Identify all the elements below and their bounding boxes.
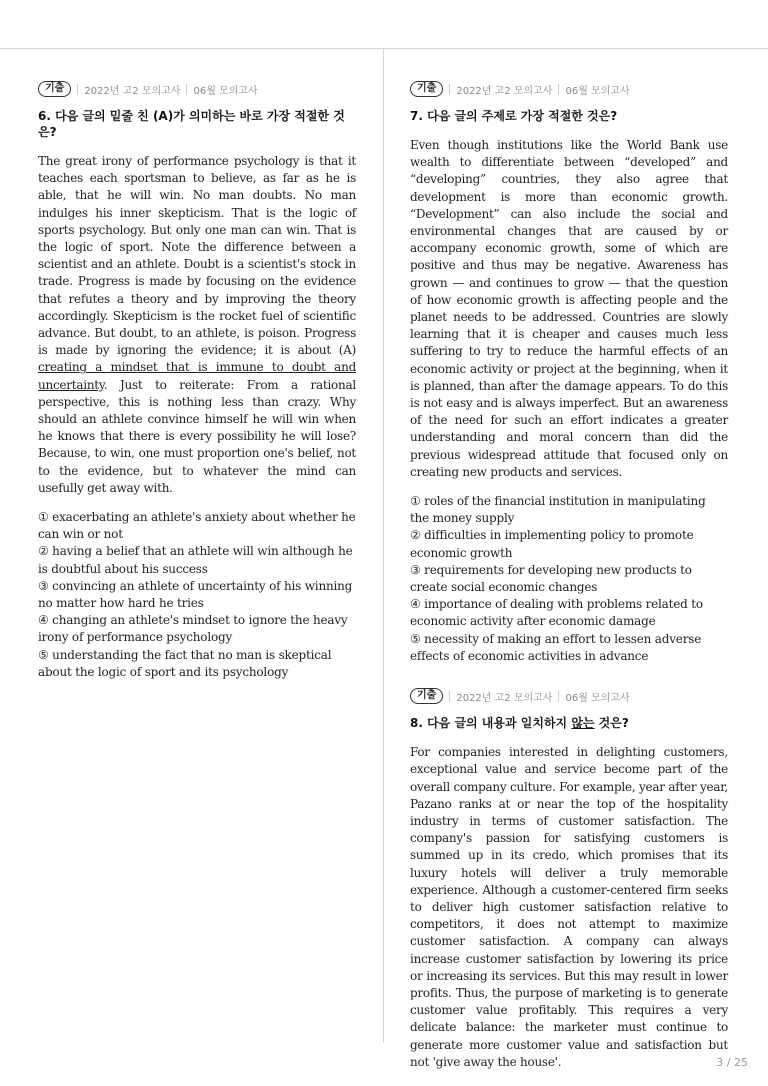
meta-separator — [77, 84, 78, 95]
answer-choice[interactable]: ⑤ understanding the fact that no man is skeptical about the logic of sport and its psychology — [38, 647, 332, 679]
question-7 — [410, 80, 728, 665]
question-6 — [38, 80, 356, 681]
answer-choice[interactable]: ② difficulties in implementing policy to promote economic growth — [410, 528, 694, 560]
past-exam-badge: 기출 — [38, 81, 71, 97]
page-number: 3 / 25 — [716, 1056, 748, 1069]
answer-choice[interactable]: ④ importance of dealing with problems related to economic activity after economic damage — [410, 597, 703, 629]
header-divider — [0, 48, 768, 49]
question-meta — [410, 687, 728, 705]
past-exam-badge: 기출 — [410, 81, 443, 97]
right-column — [410, 80, 728, 1083]
question-title — [410, 715, 728, 731]
meta-separator — [186, 84, 187, 95]
title-text: 것은? — [594, 716, 629, 731]
question-title: 6. 다음 글의 밑줄 친 (A)가 의미하는 바로 가장 적절한 것은? — [38, 109, 345, 139]
title-text: 8. 다음 글의 내용과 일치하지 — [410, 716, 572, 731]
answer-choice[interactable]: ⑤ necessity of making an effort to lessen adverse effects of economic activities in advance — [410, 631, 702, 663]
answer-choices — [410, 493, 728, 665]
meta-separator — [449, 84, 450, 95]
underlined-phrase-a: creating a mindset that is immune to doubt and uncertainty — [38, 360, 356, 392]
title-underlined: 않는 — [571, 716, 595, 731]
meta-separator — [558, 691, 559, 702]
question-passage: For companies interested in delighting customers, exceptional value and service become part of the overall company culture. For example, year after year, Pazano ranks at or near the top of the hospitality industry in terms of customer satisfaction. The company's passion for satisfying customers is summed up in its credo, which promises that its luxury hotels will deliver a truly memorable experience. Although a customer-centered firm seeks to deliver high customer satisfaction relative to competitors, it does not attempt to maximize customer satisfaction. A company can always increase customer satisfaction by lowering its price or increasing its services. But this may result in lower profits. Thus, the purpose of marketing is to generate customer value profitably. This requires a very delicate balance: the marketer must continue to generate more customer value and satisfaction but not 'give away the house'. — [410, 745, 728, 1069]
question-title: 7. 다음 글의 주제로 가장 적절한 것은? — [410, 109, 618, 123]
answer-choice[interactable]: ③ convincing an athlete of uncertainty of his winning no matter how hard he tries — [38, 578, 353, 611]
answer-choice[interactable]: ① roles of the financial institution in manipulating the money supply — [410, 494, 706, 526]
source-month: 06월 모의고사 — [565, 85, 630, 97]
past-exam-badge: 기출 — [410, 688, 443, 704]
answer-choice[interactable]: ④ changing an athlete's mindset to ignore the heavy irony of performance psychology — [38, 613, 348, 645]
meta-separator — [558, 84, 559, 95]
source-year: 2022년 고2 모의고사 — [84, 85, 181, 97]
question-passage: Even though institutions like the World Bank use wealth to differentiate between “developed” and “developing” countries, they also agree that development is more than economic growth. “Development” can also include the social and environmental changes that are caused by or accompany economic growth, some of which are positive and thus may be negative. Awareness has grown — and continues to grow — that the question of how economic growth is affecting people and the planet needs to be addressed. Countries are slowly learning that it is cheaper and causes much less suffering to try to reduce the harmful effects of an economic activity or project at the beginning, when it is planned, than after the damage appears. To do this is not easy and is always imperfect. But an awareness of the need for such an effort indicates a greater understanding and moral concern than did the previous widespread attitude that focused only on creating new products and services. — [410, 138, 728, 479]
answer-choice[interactable]: ① exacerbating an athlete's anxiety about whether he can win or not — [38, 510, 356, 542]
answer-choice[interactable]: ② having a belief that an athlete will win although he is doubtful about his success — [38, 544, 353, 576]
question-8 — [410, 687, 728, 1071]
question-meta — [410, 80, 728, 98]
passage-text: . Just to reiterate: From a rational perspective, this is nothing less than crazy. Why should an athlete convince himself he will win when he knows that there is every possibility he will lose? Because, to win, one must proportion one's belief, not to the evidence, but to whatever the mind can usefully get away with. — [38, 377, 356, 495]
source-month: 06월 모의고사 — [193, 85, 258, 97]
source-year: 2022년 고2 모의고사 — [456, 85, 553, 97]
question-meta — [38, 80, 356, 98]
question-passage — [38, 153, 356, 497]
meta-separator — [449, 691, 450, 702]
source-year: 2022년 고2 모의고사 — [456, 692, 553, 704]
column-divider — [383, 48, 384, 1043]
answer-choice[interactable]: ③ requirements for developing new products to create social economic changes — [410, 562, 692, 595]
source-month: 06월 모의고사 — [565, 692, 630, 704]
passage-text: The great irony of performance psychology is that it teaches each sportsman to believe, as far as he is able, that he will win. No man doubts. No man indulges his inner skepticism. That is the logic of sports psychology. But only one man can win. That is the logic of sport. Note the difference between a scientist and an athlete. Doubt is a scientist's stock in trade. Progress is made by focusing on the evidence that refutes a theory and by improving the theory accordingly. Skepticism is the rocket fuel of scientific advance. But doubt, to an athlete, is poison. Progress is made by ignoring the evidence; it is about (A) — [38, 154, 356, 358]
answer-choices — [38, 509, 356, 681]
